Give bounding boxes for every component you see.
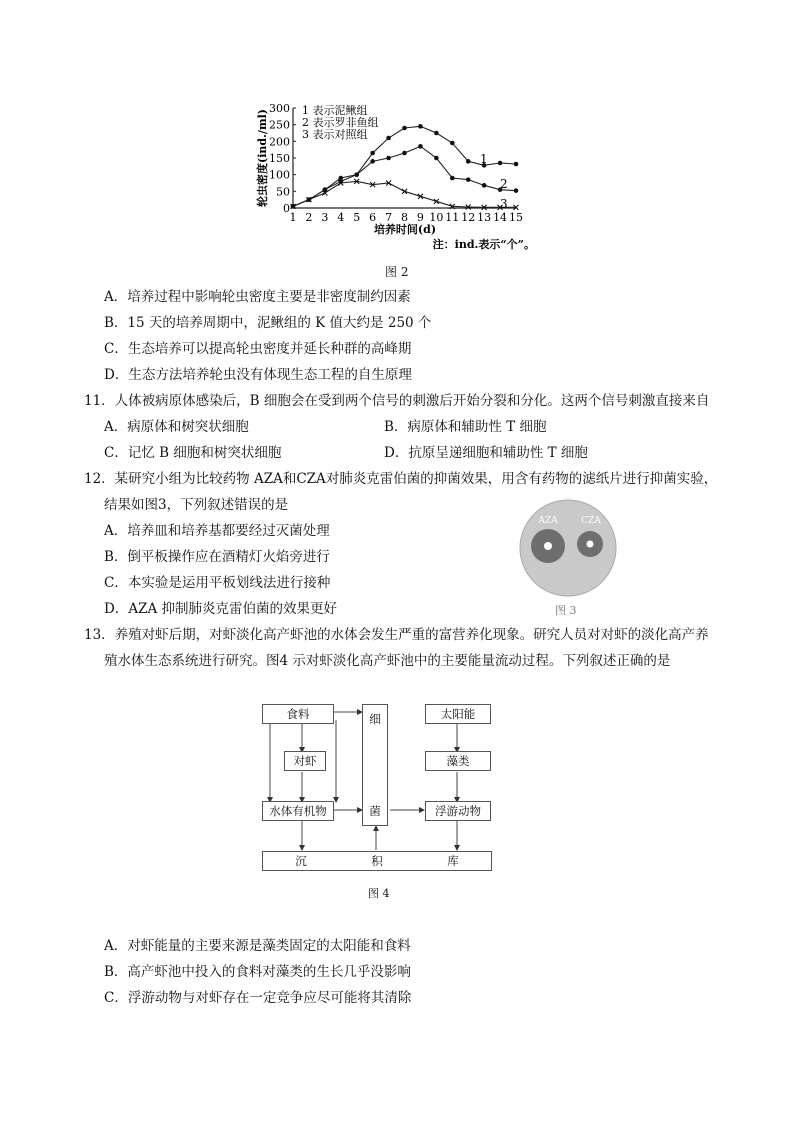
node-bacteria bbox=[362, 704, 388, 826]
x-tick-label: 13 bbox=[477, 211, 492, 224]
data-point bbox=[434, 131, 439, 136]
data-point bbox=[466, 159, 471, 164]
series-label-2: 2 bbox=[500, 177, 508, 191]
q12-option-c: C．本实验是运用平板划线法进行接种 bbox=[104, 575, 331, 591]
data-point bbox=[466, 177, 471, 182]
q11-option-a: A．病原体和树突状细胞 bbox=[104, 419, 249, 435]
q11-stem: 11．人体被病原体感染后，B 细胞会在受到两个信号的刺激后开始分裂和分化。这两个信号刺激直接来自 bbox=[84, 393, 710, 409]
q12-stem-line2: 结果如图3，下列叙述错误的是 bbox=[104, 497, 289, 513]
q10-option-a: A．培养过程中影响轮虫密度主要是非密度制约因素 bbox=[104, 289, 411, 305]
x-tick-label: 8 bbox=[401, 211, 408, 224]
x-tick-label: 15 bbox=[509, 211, 523, 224]
q11-option-d: D．抗原呈递细胞和辅助性 T 细胞 bbox=[384, 445, 588, 461]
data-point bbox=[402, 151, 407, 156]
figure-3-caption: 图 3 bbox=[555, 604, 577, 617]
chart-note: 注：ind.表示“个”。 bbox=[432, 238, 535, 251]
figure-2-caption: 图 2 bbox=[385, 265, 409, 279]
q13-option-b: B．高产虾池中投入的食料对藻类的生长几乎没影响 bbox=[104, 964, 411, 980]
q13-stem-line2: 殖水体生态系统进行研究。图4 示对虾淡化高产虾池中的主要能量流动过程。下列叙述正确的是 bbox=[104, 653, 671, 669]
x-tick-label: 9 bbox=[416, 211, 424, 224]
cza-filter-paper bbox=[587, 541, 594, 548]
legend-item-3: 3 表示对照组 bbox=[302, 128, 368, 141]
sediment-char-1: 沉 bbox=[295, 854, 307, 868]
rotifer-density-chart bbox=[250, 100, 550, 260]
data-point bbox=[434, 156, 439, 161]
x-tick-label: 12 bbox=[461, 211, 476, 224]
q12-option-b: B．倒平板操作应在酒精灯火焰旁进行 bbox=[104, 549, 330, 565]
data-point bbox=[386, 136, 391, 141]
series-label-3: 3 bbox=[500, 197, 508, 211]
bacteria-char-2: 菌 bbox=[369, 804, 381, 818]
q10-option-c: C．生态培养可以提高轮虫密度并延长种群的高峰期 bbox=[104, 341, 412, 357]
q13-stem-line1: 13．养殖对虾后期，对虾淡化高产虾池的水体会发生严重的富营养化现象。研究人员对对虾的淡化高产养 bbox=[84, 627, 709, 643]
figure-4-caption: 图 4 bbox=[368, 887, 390, 900]
x-tick-label: 5 bbox=[353, 211, 361, 224]
data-point bbox=[482, 183, 487, 188]
y-tick-label: 50 bbox=[276, 185, 290, 199]
sediment-char-3: 库 bbox=[447, 854, 459, 868]
data-point bbox=[386, 156, 391, 161]
data-point bbox=[418, 124, 423, 129]
chart-xlabel: 培养时间(d) bbox=[373, 223, 437, 236]
y-tick-label: 300 bbox=[269, 102, 290, 115]
q12-option-d: D．AZA 抑制肺炎克雷伯菌的效果更好 bbox=[104, 601, 337, 617]
q11-option-c: C．记忆 B 细胞和树突状细胞 bbox=[104, 445, 282, 461]
sediment-char-2: 积 bbox=[371, 854, 383, 868]
y-tick-label: 0 bbox=[283, 202, 290, 215]
y-tick-label: 100 bbox=[269, 168, 290, 182]
q13-option-c: C．浮游动物与对虾存在一定竞争应尽可能将其清除 bbox=[104, 990, 412, 1006]
q13-option-a: A．对虾能量的主要来源是藻类固定的太阳能和食料 bbox=[104, 938, 411, 954]
legend-item-1: 1 表示泥鳅组 bbox=[302, 104, 368, 117]
x-tick-label: 11 bbox=[445, 211, 460, 224]
data-point bbox=[514, 162, 519, 167]
data-point bbox=[370, 159, 375, 164]
x-tick-label: 7 bbox=[385, 211, 393, 224]
legend-item-2: 2 表示罗非鱼组 bbox=[302, 116, 379, 129]
x-tick-label: 14 bbox=[493, 211, 508, 224]
q11-option-b: B．病原体和辅助性 T 细胞 bbox=[384, 419, 547, 435]
data-point bbox=[450, 176, 455, 181]
data-point bbox=[402, 126, 407, 131]
node-zooplankton: 浮游动物 bbox=[425, 801, 491, 821]
chart-ylabel: 轮虫密度(ind./ml) bbox=[256, 109, 269, 207]
q12-stem-line1: 12．某研究小组为比较药物 AZA和CZA对肺炎克雷伯菌的抑菌效果，用含有药物的滤纸片进行抑菌实验， bbox=[84, 471, 718, 487]
data-point bbox=[498, 161, 503, 166]
aza-label: AZA bbox=[538, 516, 558, 526]
node-water-organic-matter: 水体有机物 bbox=[262, 801, 334, 821]
data-point bbox=[418, 144, 423, 149]
x-tick-label: 2 bbox=[305, 211, 313, 224]
data-point bbox=[450, 141, 455, 146]
x-tick-label: 10 bbox=[429, 211, 444, 224]
petri-dish-figure bbox=[518, 498, 618, 598]
node-sediment bbox=[262, 851, 492, 871]
node-algae: 藻类 bbox=[425, 751, 491, 771]
node-shrimp: 对虾 bbox=[284, 751, 326, 771]
y-tick-label: 250 bbox=[269, 118, 290, 132]
y-tick-label: 200 bbox=[269, 135, 290, 149]
x-tick-label: 4 bbox=[337, 211, 345, 224]
x-tick-label: 3 bbox=[321, 211, 329, 224]
q10-option-d: D．生态方法培养轮虫没有体现生态工程的自生原理 bbox=[104, 367, 412, 383]
q10-option-b: B．15 天的培养周期中，泥鳅组的 K 值大约是 250 个 bbox=[104, 315, 432, 331]
series-label-1: 1 bbox=[480, 152, 488, 166]
x-tick-label: 6 bbox=[369, 211, 377, 224]
bacteria-char-1: 细 bbox=[369, 712, 381, 726]
node-feed: 食料 bbox=[262, 704, 334, 724]
data-point bbox=[514, 188, 519, 193]
data-point bbox=[354, 172, 359, 177]
x-tick-label: 1 bbox=[289, 211, 297, 224]
data-point bbox=[370, 151, 375, 156]
aza-filter-paper bbox=[544, 542, 552, 550]
q12-option-a: A．培养皿和培养基都要经过灭菌处理 bbox=[104, 523, 330, 539]
node-sun: 太阳能 bbox=[425, 704, 491, 724]
cza-label: CZA bbox=[581, 516, 601, 526]
y-tick-label: 150 bbox=[269, 152, 290, 165]
